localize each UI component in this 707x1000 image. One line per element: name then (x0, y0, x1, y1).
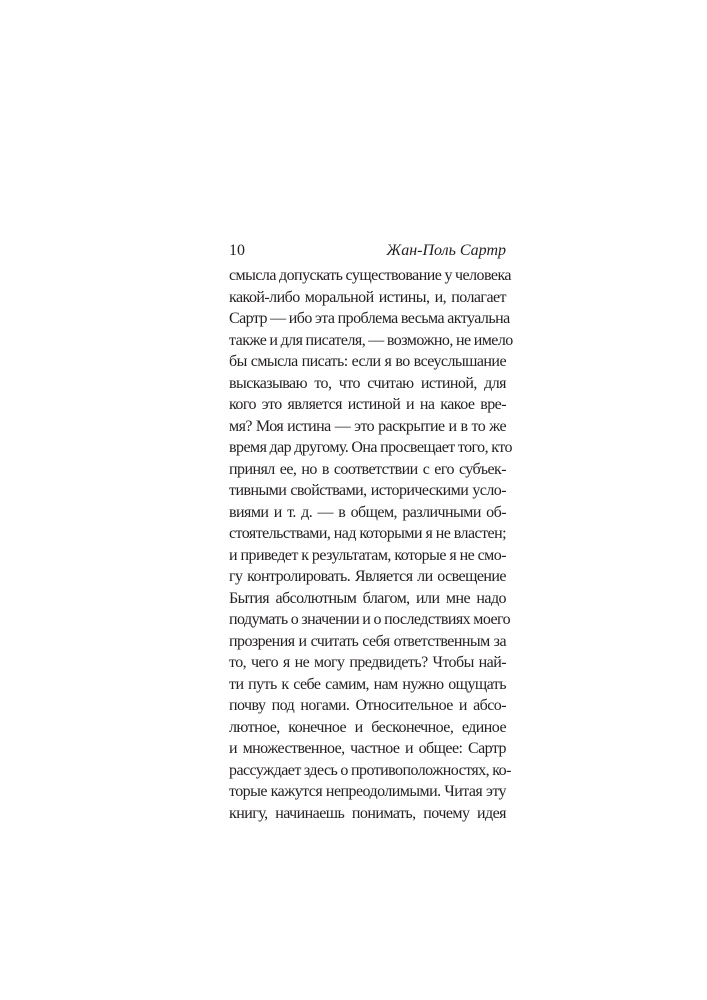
text-line-16: Бытия абсолютным благом, или мне надо (229, 589, 506, 607)
text-line-5: бы смысла писать: если я во всеуслышание (229, 353, 506, 370)
text-line-25: торые кажутся непреодолимыми. Читая эту (229, 783, 506, 800)
text-line-18: прозрения и считать себя ответственным за (229, 632, 506, 650)
text-line-6: высказываю то, что считаю истиной, для (229, 374, 506, 392)
text-line-14: и приведет к результатам, которые я не смо- (229, 546, 506, 564)
text-line-20: ти путь к себе самим, нам нужно ощущать (229, 675, 506, 693)
text-line-7: кого это является истиной и на какое вре- (229, 396, 506, 413)
text-line-12: виями и т. д. — в общем, различными об- (229, 503, 506, 521)
text-line-13: стоятельствами, над которыми я не властен; (229, 525, 506, 542)
text-line-23: и множественное, частное и общее: Сартр (229, 740, 506, 757)
text-line-1: смысла допускать существование у человека (229, 267, 511, 284)
text-line-9: время дар другому. Она просвещает того, кто (229, 439, 512, 456)
page-number: 10 (229, 242, 245, 259)
text-line-2: какой-либо моральной истины, и, полагает (229, 288, 506, 306)
running-head (229, 239, 506, 263)
text-line-8: мя? Моя истина — это раскрытие и в то же (229, 417, 506, 435)
text-line-24: рассуждает здесь о противоположностях, ко- (229, 761, 511, 779)
text-line-21: почву под ногами. Относительное и абсо- (229, 697, 506, 714)
text-line-17: подумать о значении и о последствиях моего (229, 611, 511, 628)
running-title: Жан-Поль Сартр (386, 242, 506, 259)
text-line-3: Сартр — ибо эта проблема весьма актуальна (229, 310, 510, 327)
text-line-4: также и для писателя, — возможно, не имело (229, 331, 513, 349)
text-line-15: гу контролировать. Является ли освещение (229, 568, 506, 585)
text-line-22: лютное, конечное и бесконечное, единое (229, 718, 506, 736)
text-line-26: книгу, начинаешь понимать, почему идея (229, 804, 506, 822)
text-line-11: тивными свойствами, историческими усло- (229, 482, 506, 499)
text-line-10: принял ее, но в соответствии с его субъек- (229, 460, 506, 478)
body-text (229, 265, 513, 824)
text-line-19: то, чего я не могу предвидеть? Чтобы най- (229, 654, 506, 671)
